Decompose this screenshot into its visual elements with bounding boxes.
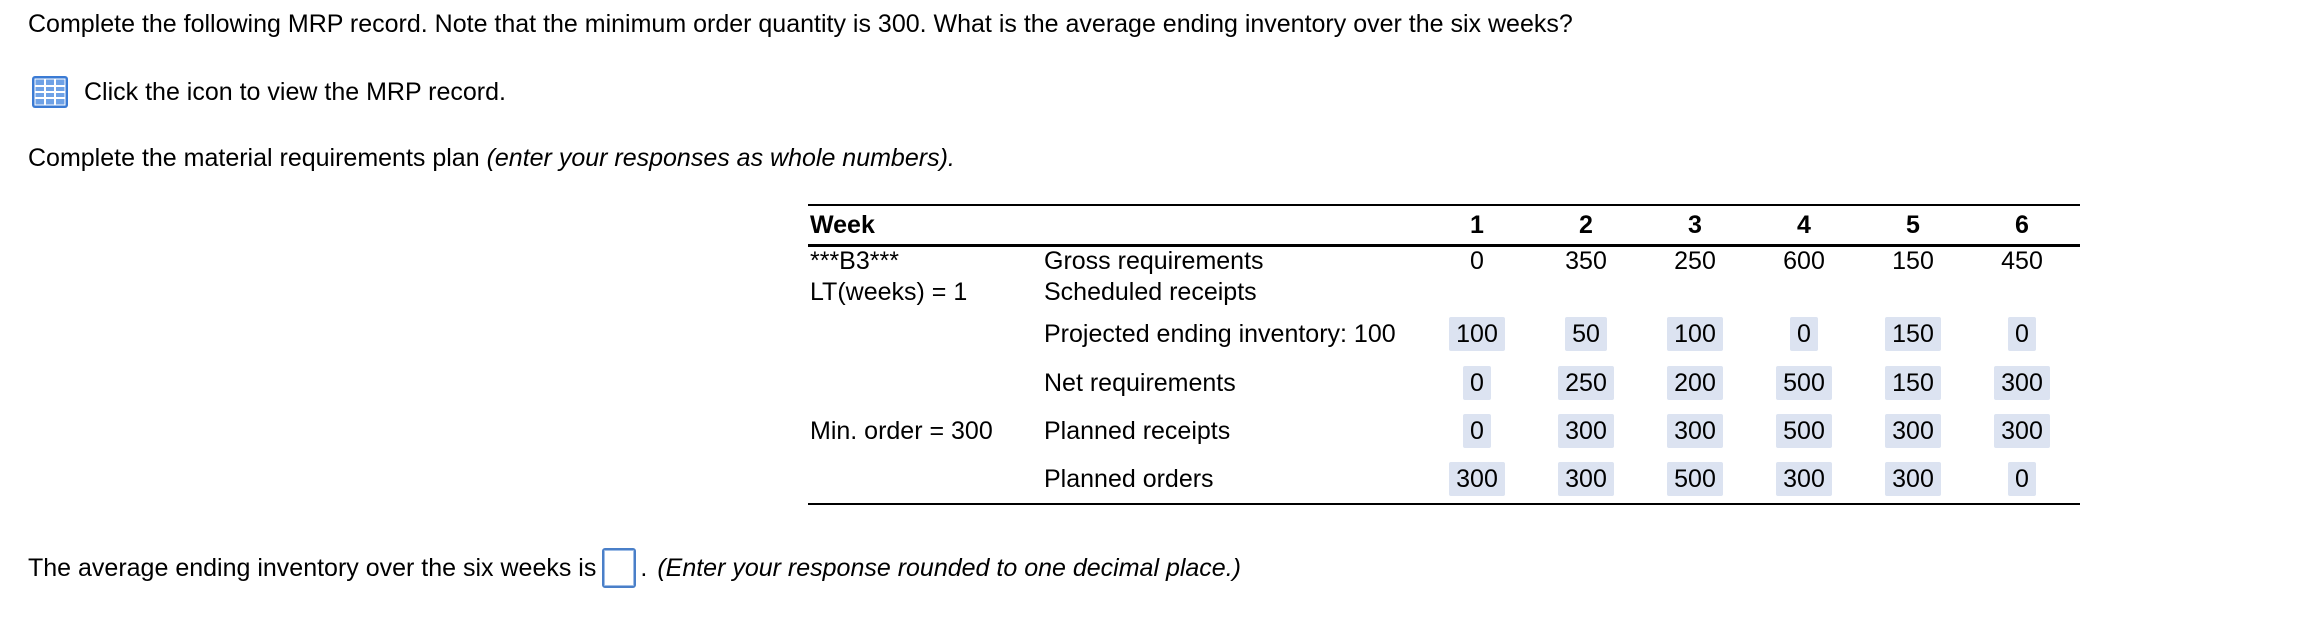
answer-cell[interactable]: 300 [1558,462,1614,496]
answer-cell[interactable]: 0 [1790,317,1818,351]
answer-cell[interactable]: 0 [1463,366,1491,400]
table-row [808,247,2080,275]
week-header: Week [810,210,875,239]
value-cell [1665,407,1725,455]
question-text: Complete the following MRP record. Note that the minimum order quantity is 300. What is the average ending inventory over the six weeks? [28,10,1573,38]
final-prefix: The average ending inventory over the six weeks is [28,553,597,582]
table-grid-icon[interactable] [32,76,68,108]
week-number: 2 [1579,210,1593,239]
value-cell [1665,275,1725,309]
final-italic: (Enter your response rounded to one decimal place.) [657,553,1241,582]
table-row [808,309,2080,359]
answer-cell[interactable]: 150 [1885,366,1941,400]
row-label: Scheduled receipts [1044,277,1257,306]
value-cell [1774,407,1834,455]
week-number: 6 [2015,210,2029,239]
mrp-table [808,204,2080,505]
answer-cell[interactable]: 300 [1994,414,2050,448]
row-label: Planned receipts [1044,416,1231,445]
row-info: Min. order = 300 [810,416,993,445]
answer-cell[interactable]: 0 [1463,414,1491,448]
value-cell [1883,407,1943,455]
value-cell: 350 [1565,246,1607,275]
value-cell [1883,275,1943,309]
value-cell [1774,455,1834,503]
answer-cell[interactable]: 0 [2008,317,2036,351]
answer-cell[interactable]: 100 [1449,317,1505,351]
value-cell [1774,359,1834,407]
instruction-italic: (enter your responses as whole numbers). [486,144,955,172]
value-cell [1556,309,1616,359]
row-info: ***B3*** [810,246,899,275]
value-cell [1992,309,2052,359]
value-cell [1447,275,1507,309]
value-cell: 150 [1892,246,1934,275]
value-cell [1883,309,1943,359]
table-row [808,407,2080,455]
value-cell: 600 [1783,246,1825,275]
answer-cell[interactable]: 0 [2008,462,2036,496]
value-cell [1992,359,2052,407]
week-number: 4 [1797,210,1811,239]
answer-cell[interactable]: 300 [1776,462,1832,496]
value-cell [1447,359,1507,407]
answer-cell[interactable]: 200 [1667,366,1723,400]
answer-cell[interactable]: 300 [1449,462,1505,496]
value-cell [1665,359,1725,407]
value-cell [1556,275,1616,309]
row-label: Projected ending inventory: 100 [1044,319,1396,348]
answer-cell[interactable]: 250 [1558,366,1614,400]
instruction-text [28,144,955,173]
answer-cell[interactable]: 300 [1994,366,2050,400]
table-row [808,359,2080,407]
table-row [808,275,2080,309]
value-cell [1447,309,1507,359]
value-cell [1992,275,2052,309]
value-cell [1556,455,1616,503]
answer-cell[interactable]: 100 [1667,317,1723,351]
answer-cell[interactable]: 150 [1885,317,1941,351]
value-cell [1447,455,1507,503]
table-row [808,455,2080,503]
answer-cell[interactable]: 300 [1558,414,1614,448]
week-number: 5 [1906,210,1920,239]
answer-cell[interactable]: 500 [1776,414,1832,448]
answer-cell[interactable]: 500 [1776,366,1832,400]
answer-cell[interactable]: 300 [1885,414,1941,448]
value-cell: 250 [1674,246,1716,275]
row-label: Gross requirements [1044,246,1264,275]
value-cell [1774,309,1834,359]
icon-link-row [28,76,506,108]
row-info: LT(weeks) = 1 [810,277,968,306]
final-question [28,548,1241,588]
week-number: 1 [1470,210,1484,239]
table-header-row [808,206,2080,247]
value-cell [1992,455,2052,503]
final-suffix: . [640,553,648,582]
row-label: Planned orders [1044,464,1214,493]
value-cell [1883,359,1943,407]
answer-cell[interactable]: 50 [1565,317,1607,351]
value-cell [1774,275,1834,309]
value-cell: 0 [1470,246,1484,275]
instruction-main: Complete the material requirements plan [28,144,487,172]
week-number: 3 [1688,210,1702,239]
value-cell [1447,407,1507,455]
value-cell [1992,407,2052,455]
answer-input[interactable] [602,548,636,588]
value-cell [1665,309,1725,359]
value-cell [1665,455,1725,503]
answer-cell[interactable]: 500 [1667,462,1723,496]
value-cell: 450 [2001,246,2043,275]
icon-link-text: Click the icon to view the MRP record. [84,77,506,106]
value-cell [1556,407,1616,455]
answer-cell[interactable]: 300 [1885,462,1941,496]
value-cell [1883,455,1943,503]
value-cell [1556,359,1616,407]
answer-cell[interactable]: 300 [1667,414,1723,448]
row-label: Net requirements [1044,368,1236,397]
